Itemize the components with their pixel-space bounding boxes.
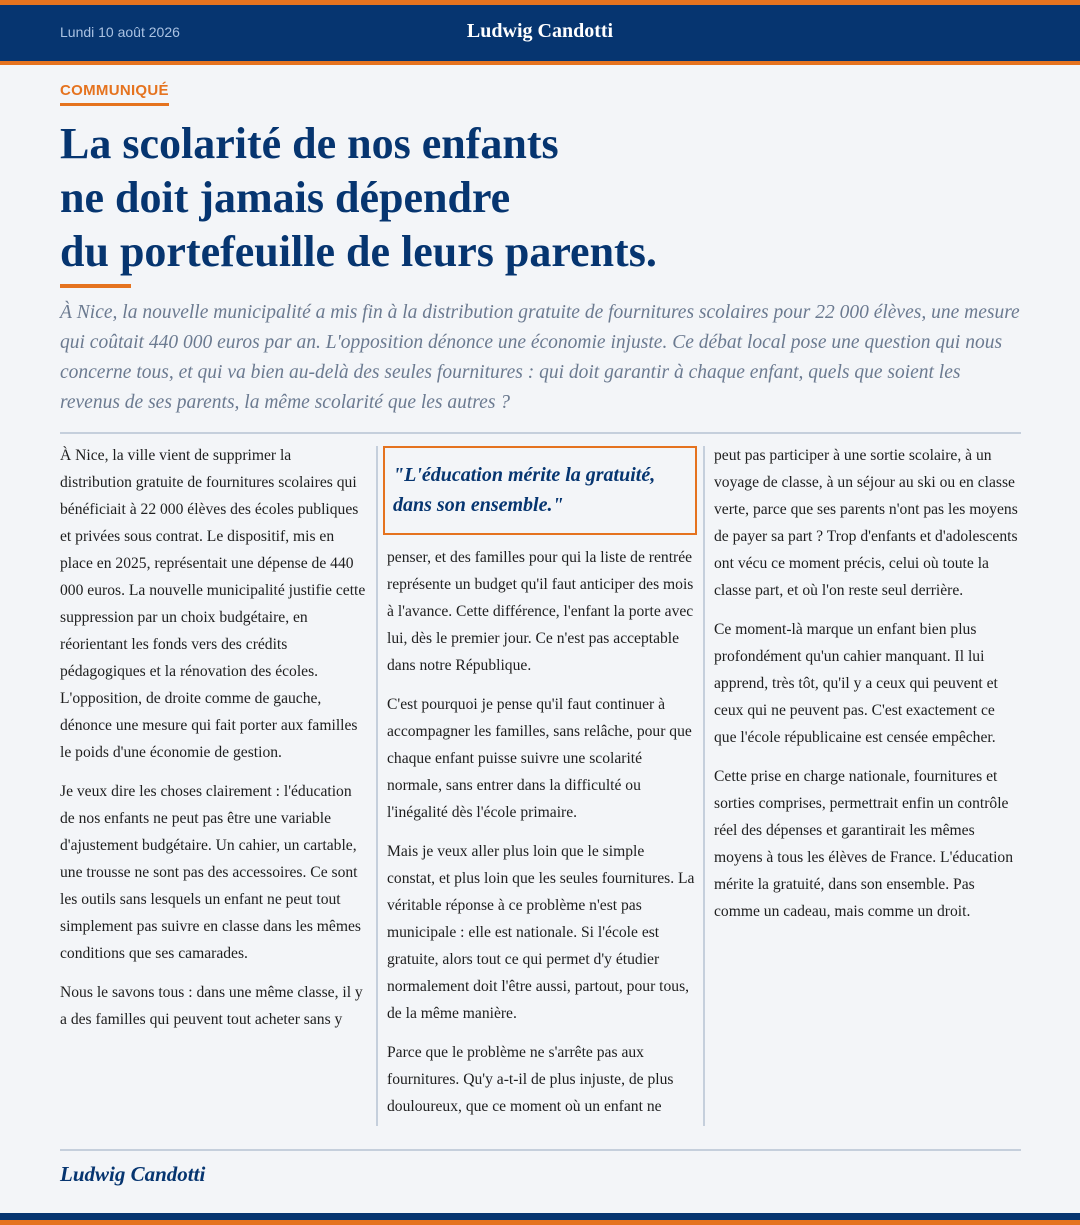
article-column-2 — [387, 544, 695, 1132]
body-paragraph: Nous le savons tous : dans une même classe, il y a des familles qui peuvent tout acheter sans y — [60, 984, 363, 1028]
body-paragraph: Mais je veux aller plus loin que le simple constat, et plus loin que les seules fournitures. La véritable réponse à ce problème n'est pas municipale : elle est nationale. Si l'école est gratuite, alors tout ce qui permet d'y étudier normalement doit l'être aussi, partout, pour tous, de la même manière. — [387, 843, 695, 1022]
headline-line: du portefeuille de leurs parents. — [60, 227, 657, 276]
publication-date: Lundi 10 août 2026 — [60, 24, 180, 40]
body-paragraph: À Nice, la ville vient de supprimer la distribution gratuite de fournitures scolaires qui bénéficiait à 22 000 élèves des écoles publiques et privées sous contrat. Le dispositif, mis en place en 2025, représentait une dépense de 440 000 euros. La nouvelle municipalité justifie cette suppression par un choix budgétaire, en réorientant les fonds vers des crédits pédagogiques et la rénovation des écoles. L'opposition, de droite comme de gauche, dénonce une mesure qui fait porter aux familles le poids d'une économie de gestion. — [60, 447, 366, 761]
lede-divider — [60, 432, 1021, 434]
author-name-header: Ludwig Candotti — [466, 20, 614, 42]
body-paragraph: Ce moment-là marque un enfant bien plus profondément qu'un cahier manquant. Il lui apprend, très tôt, qu'il y a ceux qui peuvent et ceux qui ne peuvent pas. C'est exactement ce que l'école républicaine est censée empêcher. — [714, 621, 998, 746]
lede-paragraph: À Nice, la nouvelle municipalité a mis fin à la distribution gratuite de fournitures scolaires pour 22 000 élèves, une mesure qui coûtait 440 000 euros par an. L'opposition dénonce une économie injuste. Ce débat local pose une question qui nous concerne tous, et qui va bien au-delà des seules fournitures : qui doit garantir à chaque enfant, quels que soient les revenus de ses parents, la même scolarité que les autres ? — [60, 302, 1020, 413]
column-divider — [376, 446, 378, 1126]
headline-accent-rule — [60, 284, 131, 288]
body-paragraph: peut pas participer à une sortie scolaire, à un voyage de classe, à un séjour au ski ou en classe verte, parce que ses parents n'ont pas les moyens de payer sa part ? Trop d'enfants et d'adolescents ont vécu ce moment précis, celui où toute la classe part, et où l'on reste seul derrière. — [714, 447, 1018, 599]
footer-divider — [60, 1149, 1021, 1151]
section-kicker: COMMUNIQUÉ — [60, 82, 169, 106]
article-column-1 — [60, 442, 366, 1045]
headline — [60, 117, 860, 279]
top-banner — [0, 0, 1080, 65]
body-paragraph: Cette prise en charge nationale, fournitures et sorties comprises, permettrait enfin un contrôle réel des dépenses et garantirait les mêmes moyens à tous les élèves de France. L'éducation mérite la gratuité, dans son ensemble. Pas comme un cadeau, mais comme un droit. — [714, 768, 1013, 920]
column-divider — [703, 446, 705, 1126]
body-paragraph: Je veux dire les choses clairement : l'éducation de nos enfants ne peut pas être une variable d'ajustement budgétaire. Un cahier, un cartable, une trousse ne sont pas des accessoires. Ce sont les outils sans lesquels un enfant ne peut tout simplement pas suivre en classe dans les mêmes conditions que ses camarades. — [60, 783, 361, 962]
bottom-banner — [0, 1213, 1080, 1225]
body-paragraph: penser, et des familles pour qui la liste de rentrée représente un budget qu'il faut anticiper des mois à l'avance. Cette différence, l'enfant la porte avec lui, dès le premier jour. Ce n'est pas acceptable dans notre République. — [387, 549, 694, 674]
signature: Ludwig Candotti — [60, 1162, 206, 1186]
headline-line: ne doit jamais dépendre — [60, 173, 511, 222]
article-column-3 — [714, 442, 1020, 937]
body-paragraph: Parce que le problème ne s'arrête pas aux fournitures. Qu'y a-t-il de plus injuste, de plus douloureux, que ce moment où un enfant ne — [387, 1044, 674, 1115]
headline-line: La scolarité de nos enfants — [60, 119, 559, 168]
body-paragraph: C'est pourquoi je pense qu'il faut continuer à accompagner les familles, sans relâche, pour que chaque enfant puisse suivre une scolarité normale, sans entrer dans la difficulté ou l'inégalité dès l'école primaire. — [387, 696, 692, 821]
pull-quote: "L'éducation mérite la gratuité, dans son ensemble." — [383, 446, 697, 535]
